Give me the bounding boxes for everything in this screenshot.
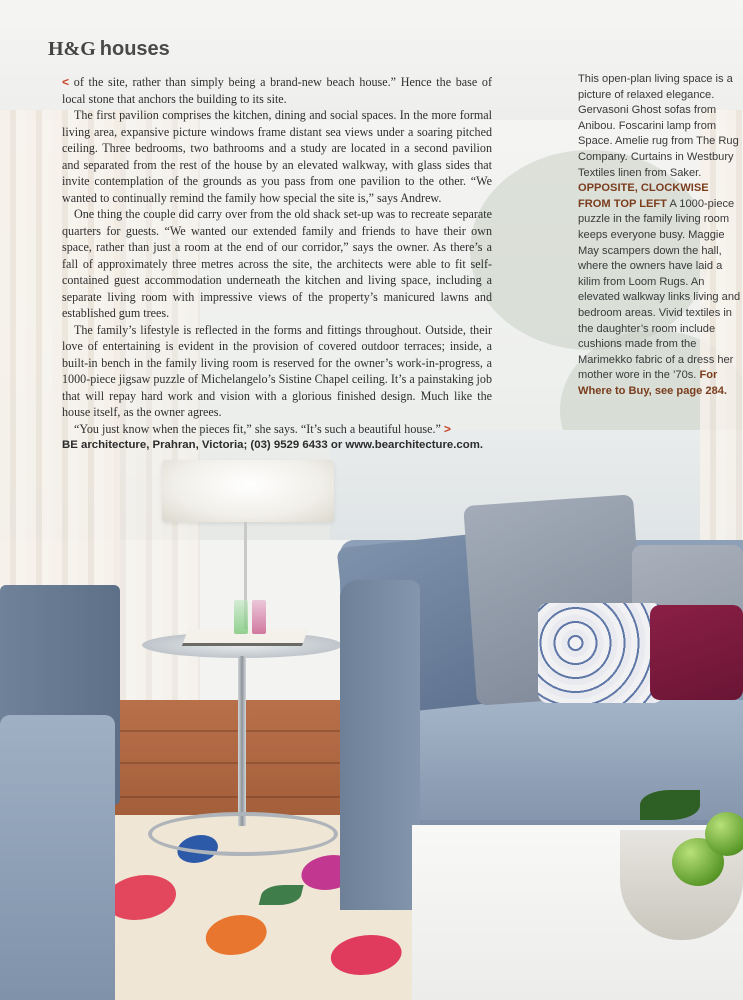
article-body (62, 74, 492, 454)
paragraph-text: The family’s lifestyle is reflected in the forms and fittings throughout. Outside, their love of entertaining is evident in the provision of covered outdoor terraces; inside, a built-in bench in the family living room is reserved for the owner’s work-in-progress, a 1000-piece jigsaw puzzle of Michelangelo’s Sistine Chapel ceiling. It’s a painstaking job that will repay hard work and vision with a glorious finished design. Much like the house itself, as the owner agrees. (62, 322, 492, 419)
magazine-logo: H&G (48, 38, 96, 60)
side-table-base (148, 812, 338, 856)
where-to-buy-reference: For Where to Buy, see page 284. (578, 369, 727, 397)
sofa-arm (340, 580, 420, 910)
cushion-floral (538, 603, 663, 703)
page-header (48, 38, 170, 61)
paragraph-text: of the site, rather than simply being a brand-new beach house.” Hence the base of local stone that anchors the building to its site. (62, 75, 492, 106)
article-paragraph (62, 74, 492, 107)
side-table-stem (238, 656, 246, 826)
apple-leaf (640, 790, 700, 820)
architect-credit: BE architecture, Prahran, Victoria; (03) 9529 6433 or www.bearchitecture.com. (62, 439, 483, 451)
article-paragraph (62, 421, 492, 438)
photo-caption (578, 72, 743, 399)
paragraph-text: “You just know when the pieces fit,” she says. “It’s such a beautiful house.” (74, 421, 441, 436)
article-paragraph (62, 206, 492, 322)
article-paragraph (62, 322, 492, 421)
armchair-seat (0, 715, 115, 1000)
glass (234, 600, 248, 634)
continued-arrow-icon: < (62, 75, 70, 89)
glass (252, 600, 266, 634)
article-paragraph (62, 107, 492, 206)
caption-highlight: OPPOSITE, CLOCKWISE FROM TOP LEFT (578, 182, 709, 210)
paragraph-text: One thing the couple did carry over from the old shack set-up was to recreate separate quarters for guests. “We wanted our extended family and friends to have their own space, rather than just a room at the end of our corridor,” says the owner. As there’s a fall of approximately three metres across the site, the architects were able to fit self-contained guest accommodation underneath the kitchen and living space, including a separate living room with impressive views of the property’s manicured lawns and established gum trees. (62, 207, 492, 320)
end-arrow-icon: > (443, 421, 451, 436)
caption-text: A 1000-piece puzzle in the family living room keeps everyone busy. Maggie May scampers down the hall, where the owners have laid a kilim from Loom Rugs. An elevated walkway links living and bedroom areas. Vivid textiles in the daughter’s room include cushions made from the Marimekko fabric of a dress her mother wore in the ’70s. (578, 197, 741, 382)
floor-lamp-shade (162, 460, 334, 522)
cushion-plum (650, 605, 743, 700)
green-apple (705, 812, 743, 856)
rug-leaf (259, 885, 304, 905)
paragraph-text: The first pavilion comprises the kitchen, dining and social spaces. In the more formal living area, expansive picture windows frame distant sea views under a soaring pitched ceiling. Three bedrooms, two bathrooms and a study are located in a second pavilion and separated from the rest of the house by an elevated walkway, with glass sides that invite contemplation of the grounds as you pass from one pavilion to the other. “We wanted to continually remind the family how special the site is,” says Andrew. (62, 108, 492, 205)
section-title: houses (99, 38, 170, 60)
caption-text: This open-plan living space is a picture of relaxed elegance. Gervasoni Ghost sofas from Anibou. Foscarini lamp from Space. Amelie rug from The Rug Company. Curtains in Westbury Textiles linen from Saker. (578, 73, 739, 179)
rug-flower (326, 935, 406, 975)
rug-flower (201, 915, 271, 955)
